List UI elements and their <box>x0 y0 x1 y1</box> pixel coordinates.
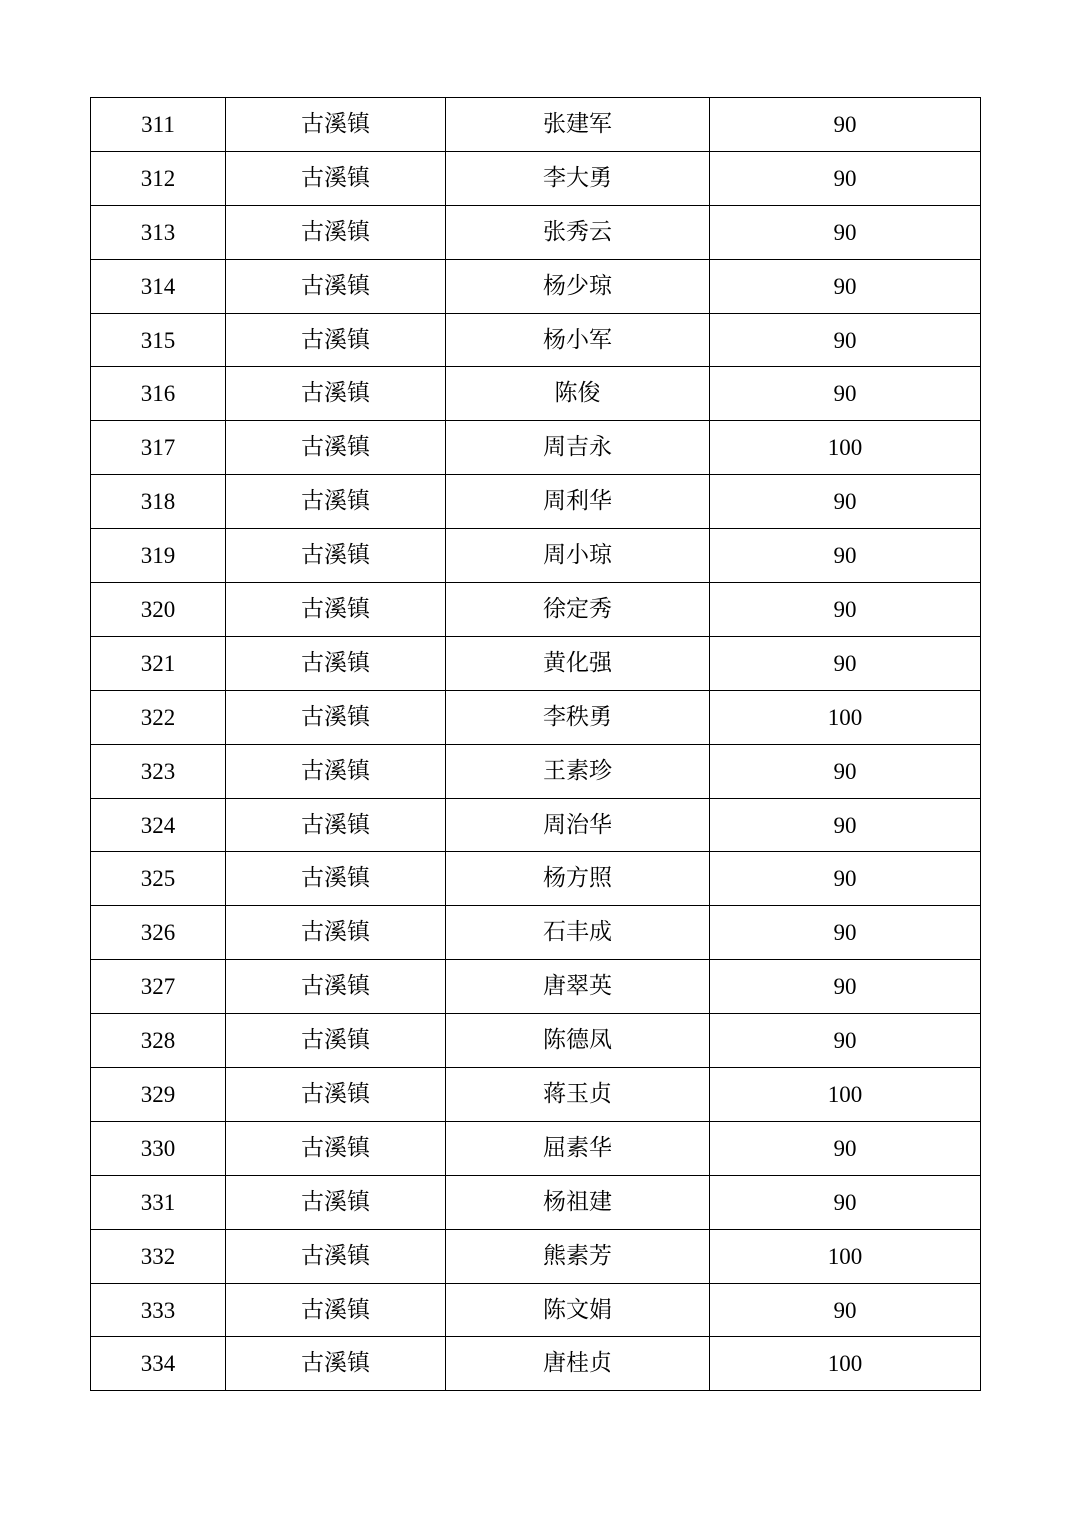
name-cell: 杨方照 <box>446 852 710 906</box>
town-cell: 古溪镇 <box>226 1014 446 1068</box>
score-cell: 100 <box>710 1229 981 1283</box>
table-row <box>91 744 981 798</box>
table-row <box>91 98 981 152</box>
town-cell: 古溪镇 <box>226 313 446 367</box>
row-number-cell: 315 <box>91 313 226 367</box>
score-cell: 90 <box>710 852 981 906</box>
score-cell: 90 <box>710 1175 981 1229</box>
table-row <box>91 1068 981 1122</box>
row-number-cell: 314 <box>91 259 226 313</box>
town-cell: 古溪镇 <box>226 475 446 529</box>
row-number-cell: 311 <box>91 98 226 152</box>
table-row <box>91 636 981 690</box>
row-number-cell: 327 <box>91 960 226 1014</box>
table-row <box>91 1175 981 1229</box>
table-row <box>91 205 981 259</box>
score-cell: 90 <box>710 529 981 583</box>
table-row <box>91 421 981 475</box>
row-number-cell: 324 <box>91 798 226 852</box>
score-cell: 90 <box>710 1283 981 1337</box>
town-cell: 古溪镇 <box>226 798 446 852</box>
name-cell: 杨祖建 <box>446 1175 710 1229</box>
score-cell: 90 <box>710 798 981 852</box>
score-cell: 90 <box>710 1121 981 1175</box>
town-cell: 古溪镇 <box>226 852 446 906</box>
town-cell: 古溪镇 <box>226 1121 446 1175</box>
table-row <box>91 313 981 367</box>
table-row <box>91 1283 981 1337</box>
score-cell: 90 <box>710 906 981 960</box>
name-cell: 石丰成 <box>446 906 710 960</box>
town-cell: 古溪镇 <box>226 151 446 205</box>
row-number-cell: 313 <box>91 205 226 259</box>
town-cell: 古溪镇 <box>226 1229 446 1283</box>
row-number-cell: 328 <box>91 1014 226 1068</box>
table-row <box>91 852 981 906</box>
score-cell: 90 <box>710 259 981 313</box>
name-cell: 张秀云 <box>446 205 710 259</box>
row-number-cell: 322 <box>91 690 226 744</box>
name-cell: 周利华 <box>446 475 710 529</box>
table-row <box>91 690 981 744</box>
row-number-cell: 329 <box>91 1068 226 1122</box>
table-row <box>91 960 981 1014</box>
name-cell: 陈德凤 <box>446 1014 710 1068</box>
row-number-cell: 316 <box>91 367 226 421</box>
score-cell: 90 <box>710 583 981 637</box>
row-number-cell: 323 <box>91 744 226 798</box>
row-number-cell: 332 <box>91 1229 226 1283</box>
row-number-cell: 319 <box>91 529 226 583</box>
score-cell: 100 <box>710 421 981 475</box>
name-cell: 唐桂贞 <box>446 1337 710 1391</box>
table-row <box>91 1121 981 1175</box>
name-cell: 黄化强 <box>446 636 710 690</box>
name-cell: 杨小军 <box>446 313 710 367</box>
score-cell: 90 <box>710 313 981 367</box>
table-row <box>91 1229 981 1283</box>
name-cell: 蒋玉贞 <box>446 1068 710 1122</box>
score-cell: 90 <box>710 636 981 690</box>
table-row <box>91 798 981 852</box>
town-cell: 古溪镇 <box>226 421 446 475</box>
name-cell: 周吉永 <box>446 421 710 475</box>
town-cell: 古溪镇 <box>226 744 446 798</box>
town-cell: 古溪镇 <box>226 1337 446 1391</box>
name-cell: 周治华 <box>446 798 710 852</box>
score-cell: 90 <box>710 960 981 1014</box>
town-cell: 古溪镇 <box>226 960 446 1014</box>
town-cell: 古溪镇 <box>226 529 446 583</box>
name-cell: 周小琼 <box>446 529 710 583</box>
row-number-cell: 318 <box>91 475 226 529</box>
score-cell: 100 <box>710 690 981 744</box>
town-cell: 古溪镇 <box>226 1175 446 1229</box>
score-cell: 100 <box>710 1068 981 1122</box>
table-row <box>91 367 981 421</box>
town-cell: 古溪镇 <box>226 259 446 313</box>
table-row <box>91 259 981 313</box>
row-number-cell: 326 <box>91 906 226 960</box>
row-number-cell: 331 <box>91 1175 226 1229</box>
table-row <box>91 475 981 529</box>
table-row <box>91 151 981 205</box>
name-cell: 陈俊 <box>446 367 710 421</box>
name-cell: 李秩勇 <box>446 690 710 744</box>
name-cell: 陈文娟 <box>446 1283 710 1337</box>
table-row <box>91 529 981 583</box>
name-cell: 徐定秀 <box>446 583 710 637</box>
name-cell: 屈素华 <box>446 1121 710 1175</box>
town-cell: 古溪镇 <box>226 367 446 421</box>
score-cell: 100 <box>710 1337 981 1391</box>
town-cell: 古溪镇 <box>226 636 446 690</box>
score-cell: 90 <box>710 367 981 421</box>
row-number-cell: 321 <box>91 636 226 690</box>
name-cell: 王素珍 <box>446 744 710 798</box>
table-row <box>91 1014 981 1068</box>
table-row <box>91 1337 981 1391</box>
town-cell: 古溪镇 <box>226 1283 446 1337</box>
row-number-cell: 312 <box>91 151 226 205</box>
score-cell: 90 <box>710 1014 981 1068</box>
name-cell: 熊素芳 <box>446 1229 710 1283</box>
table-row <box>91 583 981 637</box>
score-cell: 90 <box>710 475 981 529</box>
town-cell: 古溪镇 <box>226 690 446 744</box>
town-cell: 古溪镇 <box>226 1068 446 1122</box>
town-cell: 古溪镇 <box>226 205 446 259</box>
town-cell: 古溪镇 <box>226 906 446 960</box>
town-cell: 古溪镇 <box>226 583 446 637</box>
row-number-cell: 320 <box>91 583 226 637</box>
row-number-cell: 317 <box>91 421 226 475</box>
name-cell: 张建军 <box>446 98 710 152</box>
name-cell: 唐翠英 <box>446 960 710 1014</box>
name-cell: 李大勇 <box>446 151 710 205</box>
score-cell: 90 <box>710 744 981 798</box>
row-number-cell: 330 <box>91 1121 226 1175</box>
town-cell: 古溪镇 <box>226 98 446 152</box>
name-cell: 杨少琼 <box>446 259 710 313</box>
score-cell: 90 <box>710 98 981 152</box>
roster-table <box>90 97 981 1391</box>
table-row <box>91 906 981 960</box>
score-cell: 90 <box>710 205 981 259</box>
row-number-cell: 325 <box>91 852 226 906</box>
row-number-cell: 334 <box>91 1337 226 1391</box>
row-number-cell: 333 <box>91 1283 226 1337</box>
score-cell: 90 <box>710 151 981 205</box>
roster-table-body <box>91 98 981 1391</box>
